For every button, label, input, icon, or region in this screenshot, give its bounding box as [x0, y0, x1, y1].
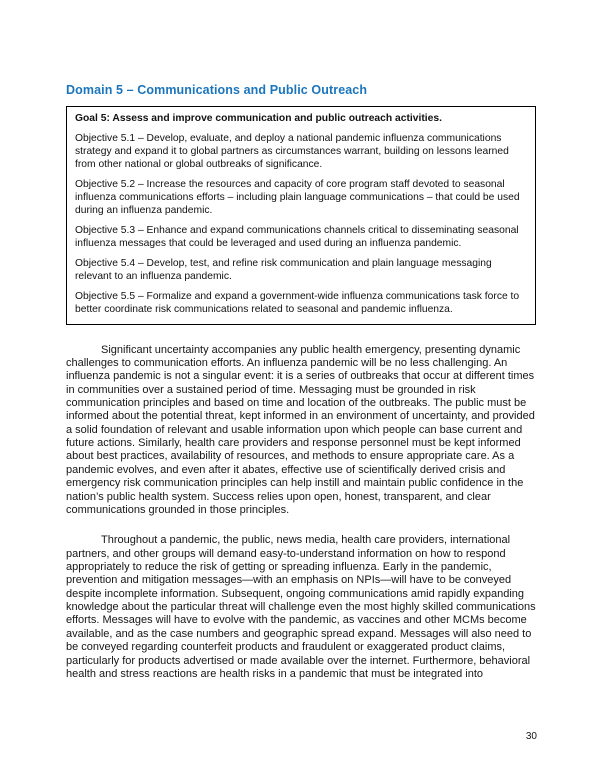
goal-box-title: Goal 5: Assess and improve communication and public outreach activities.: [75, 113, 442, 124]
document-page: [66, 0, 536, 681]
goal-box: [66, 106, 536, 325]
objective-5-3: Objective 5.3 – Enhance and expand communications channels critical to disseminating seasonal influenza messages that could be leveraged and used during an influenza pandemic.: [75, 224, 519, 249]
objective-5-5: Objective 5.5 – Formalize and expand a government-wide influenza communications task force to better coordinate risk communications related to seasonal and pandemic influenza.: [75, 290, 520, 315]
objective-5-2: Objective 5.2 – Increase the resources and capacity of core program staff devoted to seasonal influenza communications efforts – including plain language communications – that could be used during an influenza pandemic.: [75, 178, 520, 216]
page-heading: Domain 5 – Communications and Public Outreach: [66, 83, 368, 97]
objective-5-1: Objective 5.1 – Develop, evaluate, and deploy a national pandemic influenza communications strategy and expand it to global partners as circumstances warrant, building on lessons learned from other national or global outbreaks of significance.: [75, 132, 509, 170]
objective-5-4: Objective 5.4 – Develop, test, and refine risk communication and plain language messaging relevant to an influenza pandemic.: [75, 257, 492, 282]
page-number: 30: [525, 731, 537, 742]
body-paragraph-1: Significant uncertainty accompanies any public health emergency, presenting dynamic challenges to communication efforts. An influenza pandemic will be no less challenging. An influenza pandemic is not a singular event: it is a series of outbreaks that occur at different times in communities over a sustained period of time. Messaging must be grounded in risk communication principles and based on time and location of the outbreaks. The public must be informed about the potential threat, kept informed in an environment of uncertainty, and provided a solid foundation of relevant and usable information upon which people can base current and future actions. Similarly, health care providers and response personnel must be kept informed about best practices, availability of resources, and methods to ensure appropriate care. As a pandemic evolves, and even after it abates, effective use of scientifically derived crisis and emergency risk communication principles can help instill and maintain public confidence in the nation’s public health system. Success relies upon open, honest, transparent, and clear communications grounded in those principles.: [66, 343, 535, 516]
body-paragraph-2: Throughout a pandemic, the public, news media, health care providers, international partners, and other groups will demand easy-to-understand information on how to respond appropriately to reduce the risk of getting or spreading influenza. Early in the pandemic, prevention and mitigation messages—with an emphasis on NPIs—will have to be conveyed despite incomplete information. Subsequent, ongoing communications amid rapidly expanding knowledge about the particular threat will challenge even the most highly skilled communications efforts. Messages will have to evolve with the pandemic, as vaccines and other MCMs become available, and as the case numbers and geographic spread expand. Messages will also need to be conveyed regarding counterfeit products and fraudulent or exaggerated product claims, particularly for products advertised or made available over the internet. Furthermore, behavioral health and stress reactions are health risks in a pandemic that must be integrated into: [66, 534, 536, 680]
